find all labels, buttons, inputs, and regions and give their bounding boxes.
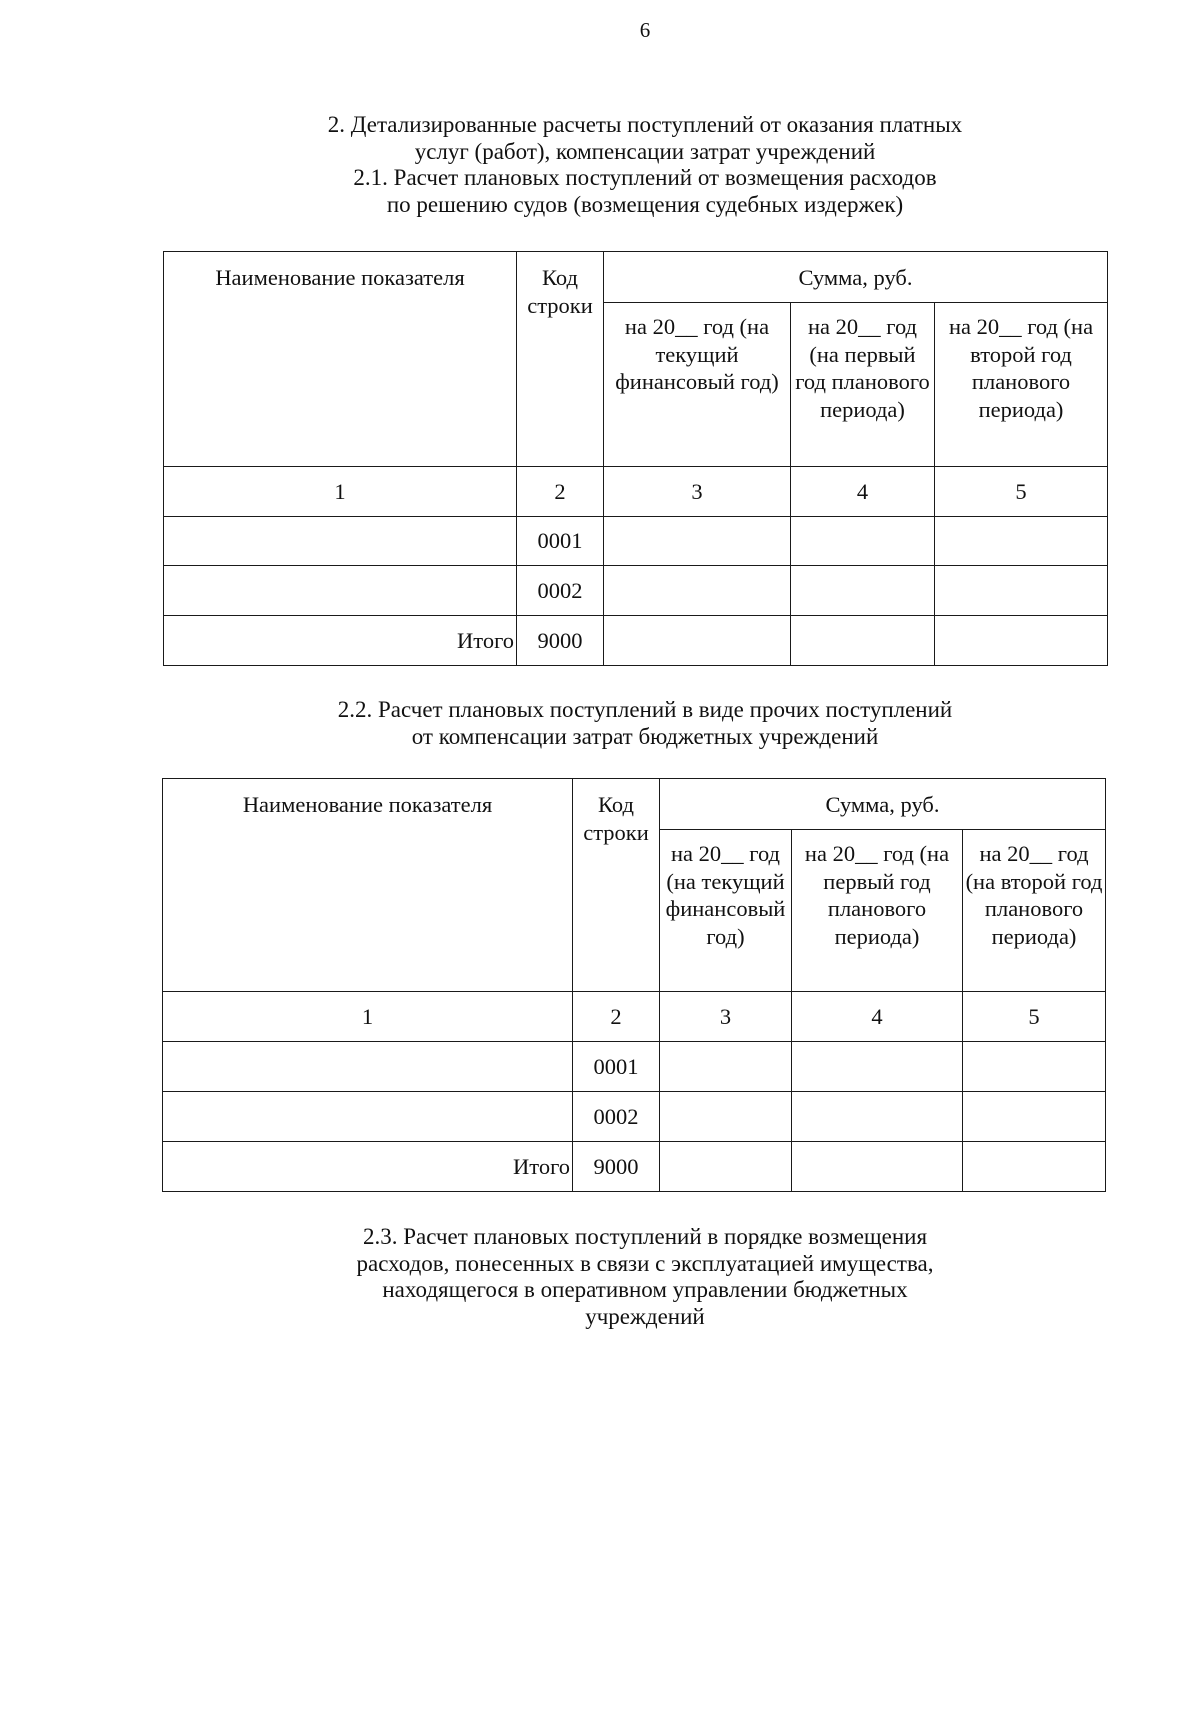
value-cell <box>604 517 791 566</box>
row-code-cell: 0002 <box>573 1092 660 1142</box>
column-number: 5 <box>963 992 1106 1042</box>
header-sum: Сумма, руб. <box>604 252 1108 303</box>
row-name-cell <box>163 1092 573 1142</box>
value-cell <box>791 566 935 616</box>
value-cell <box>935 517 1108 566</box>
heading-line: 2.3. Расчет плановых поступлений в порядке возмещения <box>362 1224 928 1249</box>
value-cell <box>963 1042 1106 1092</box>
table-row <box>164 517 1108 566</box>
value-cell <box>604 616 791 666</box>
header-second-plan-year: на 20__ год (на второй год планового периода) <box>963 830 1106 992</box>
value-cell <box>660 1092 792 1142</box>
header-first-plan-year: на 20__ год (на первый год планового периода) <box>791 303 935 467</box>
header-indicator-name: Наименование показателя <box>164 252 517 467</box>
header-current-year: на 20__ год (на текущий финансовый год) <box>660 830 792 992</box>
heading-line: 2. Детализированные расчеты поступлений от оказания платных <box>327 112 963 137</box>
header-indicator-name: Наименование показателя <box>163 779 573 992</box>
table-row <box>164 566 1108 616</box>
total-row <box>163 1142 1106 1192</box>
header-sum: Сумма, руб. <box>660 779 1106 830</box>
heading-line: учреждений <box>585 1303 705 1329</box>
other-receipts-table <box>162 778 1106 1192</box>
row-code-cell: 0001 <box>517 517 604 566</box>
value-cell <box>791 517 935 566</box>
heading-line: 2.1. Расчет плановых поступлений от возмещения расходов <box>353 165 937 190</box>
column-number: 2 <box>573 992 660 1042</box>
value-cell <box>792 1042 963 1092</box>
value-cell <box>935 616 1108 666</box>
table-row <box>163 1042 1106 1092</box>
row-name-cell <box>164 566 517 616</box>
row-code-cell: 9000 <box>573 1142 660 1192</box>
heading-line: расходов, понесенных в связи с эксплуатацией имущества, <box>356 1250 934 1276</box>
value-cell <box>792 1092 963 1142</box>
total-label: Итого <box>164 616 517 666</box>
column-number: 3 <box>660 992 792 1042</box>
value-cell <box>792 1142 963 1192</box>
value-cell <box>791 616 935 666</box>
value-cell <box>660 1142 792 1192</box>
row-name-cell <box>163 1042 573 1092</box>
value-cell <box>935 566 1108 616</box>
header-row-code: Код строки <box>517 252 604 467</box>
row-code-cell: 9000 <box>517 616 604 666</box>
heading-line: 2.2. Расчет плановых поступлений в виде прочих поступлений <box>337 697 953 722</box>
heading-line: услуг (работ), компенсации затрат учреждений <box>414 138 876 164</box>
table-row <box>163 1092 1106 1142</box>
section-2-3-heading <box>0 1224 1200 1330</box>
row-name-cell <box>164 517 517 566</box>
row-code-cell: 0002 <box>517 566 604 616</box>
header-row-code: Код строки <box>573 779 660 992</box>
heading-line: находящегося в оперативном управлении бюджетных <box>382 1277 908 1302</box>
column-number: 1 <box>163 992 573 1042</box>
column-number: 4 <box>792 992 963 1042</box>
value-cell <box>660 1042 792 1092</box>
section-2-heading <box>0 112 1200 218</box>
column-number: 3 <box>604 467 791 517</box>
value-cell <box>604 566 791 616</box>
header-second-plan-year: на 20__ год (на второй год планового периода) <box>935 303 1108 467</box>
column-number: 1 <box>164 467 517 517</box>
heading-line: по решению судов (возмещения судебных издержек) <box>386 191 904 217</box>
header-first-plan-year: на 20__ год (на первый год планового периода) <box>792 830 963 992</box>
total-row <box>164 616 1108 666</box>
column-number: 2 <box>517 467 604 517</box>
page-number: 6 <box>639 18 651 42</box>
total-label: Итого <box>163 1142 573 1192</box>
value-cell <box>963 1142 1106 1192</box>
row-code-cell: 0001 <box>573 1042 660 1092</box>
court-costs-table <box>163 251 1108 666</box>
heading-line: от компенсации затрат бюджетных учреждений <box>411 723 879 749</box>
header-current-year: на 20__ год (на текущий финансовый год) <box>604 303 791 467</box>
column-number: 5 <box>935 467 1108 517</box>
section-2-2-heading <box>0 697 1200 750</box>
value-cell <box>963 1092 1106 1142</box>
column-number: 4 <box>791 467 935 517</box>
